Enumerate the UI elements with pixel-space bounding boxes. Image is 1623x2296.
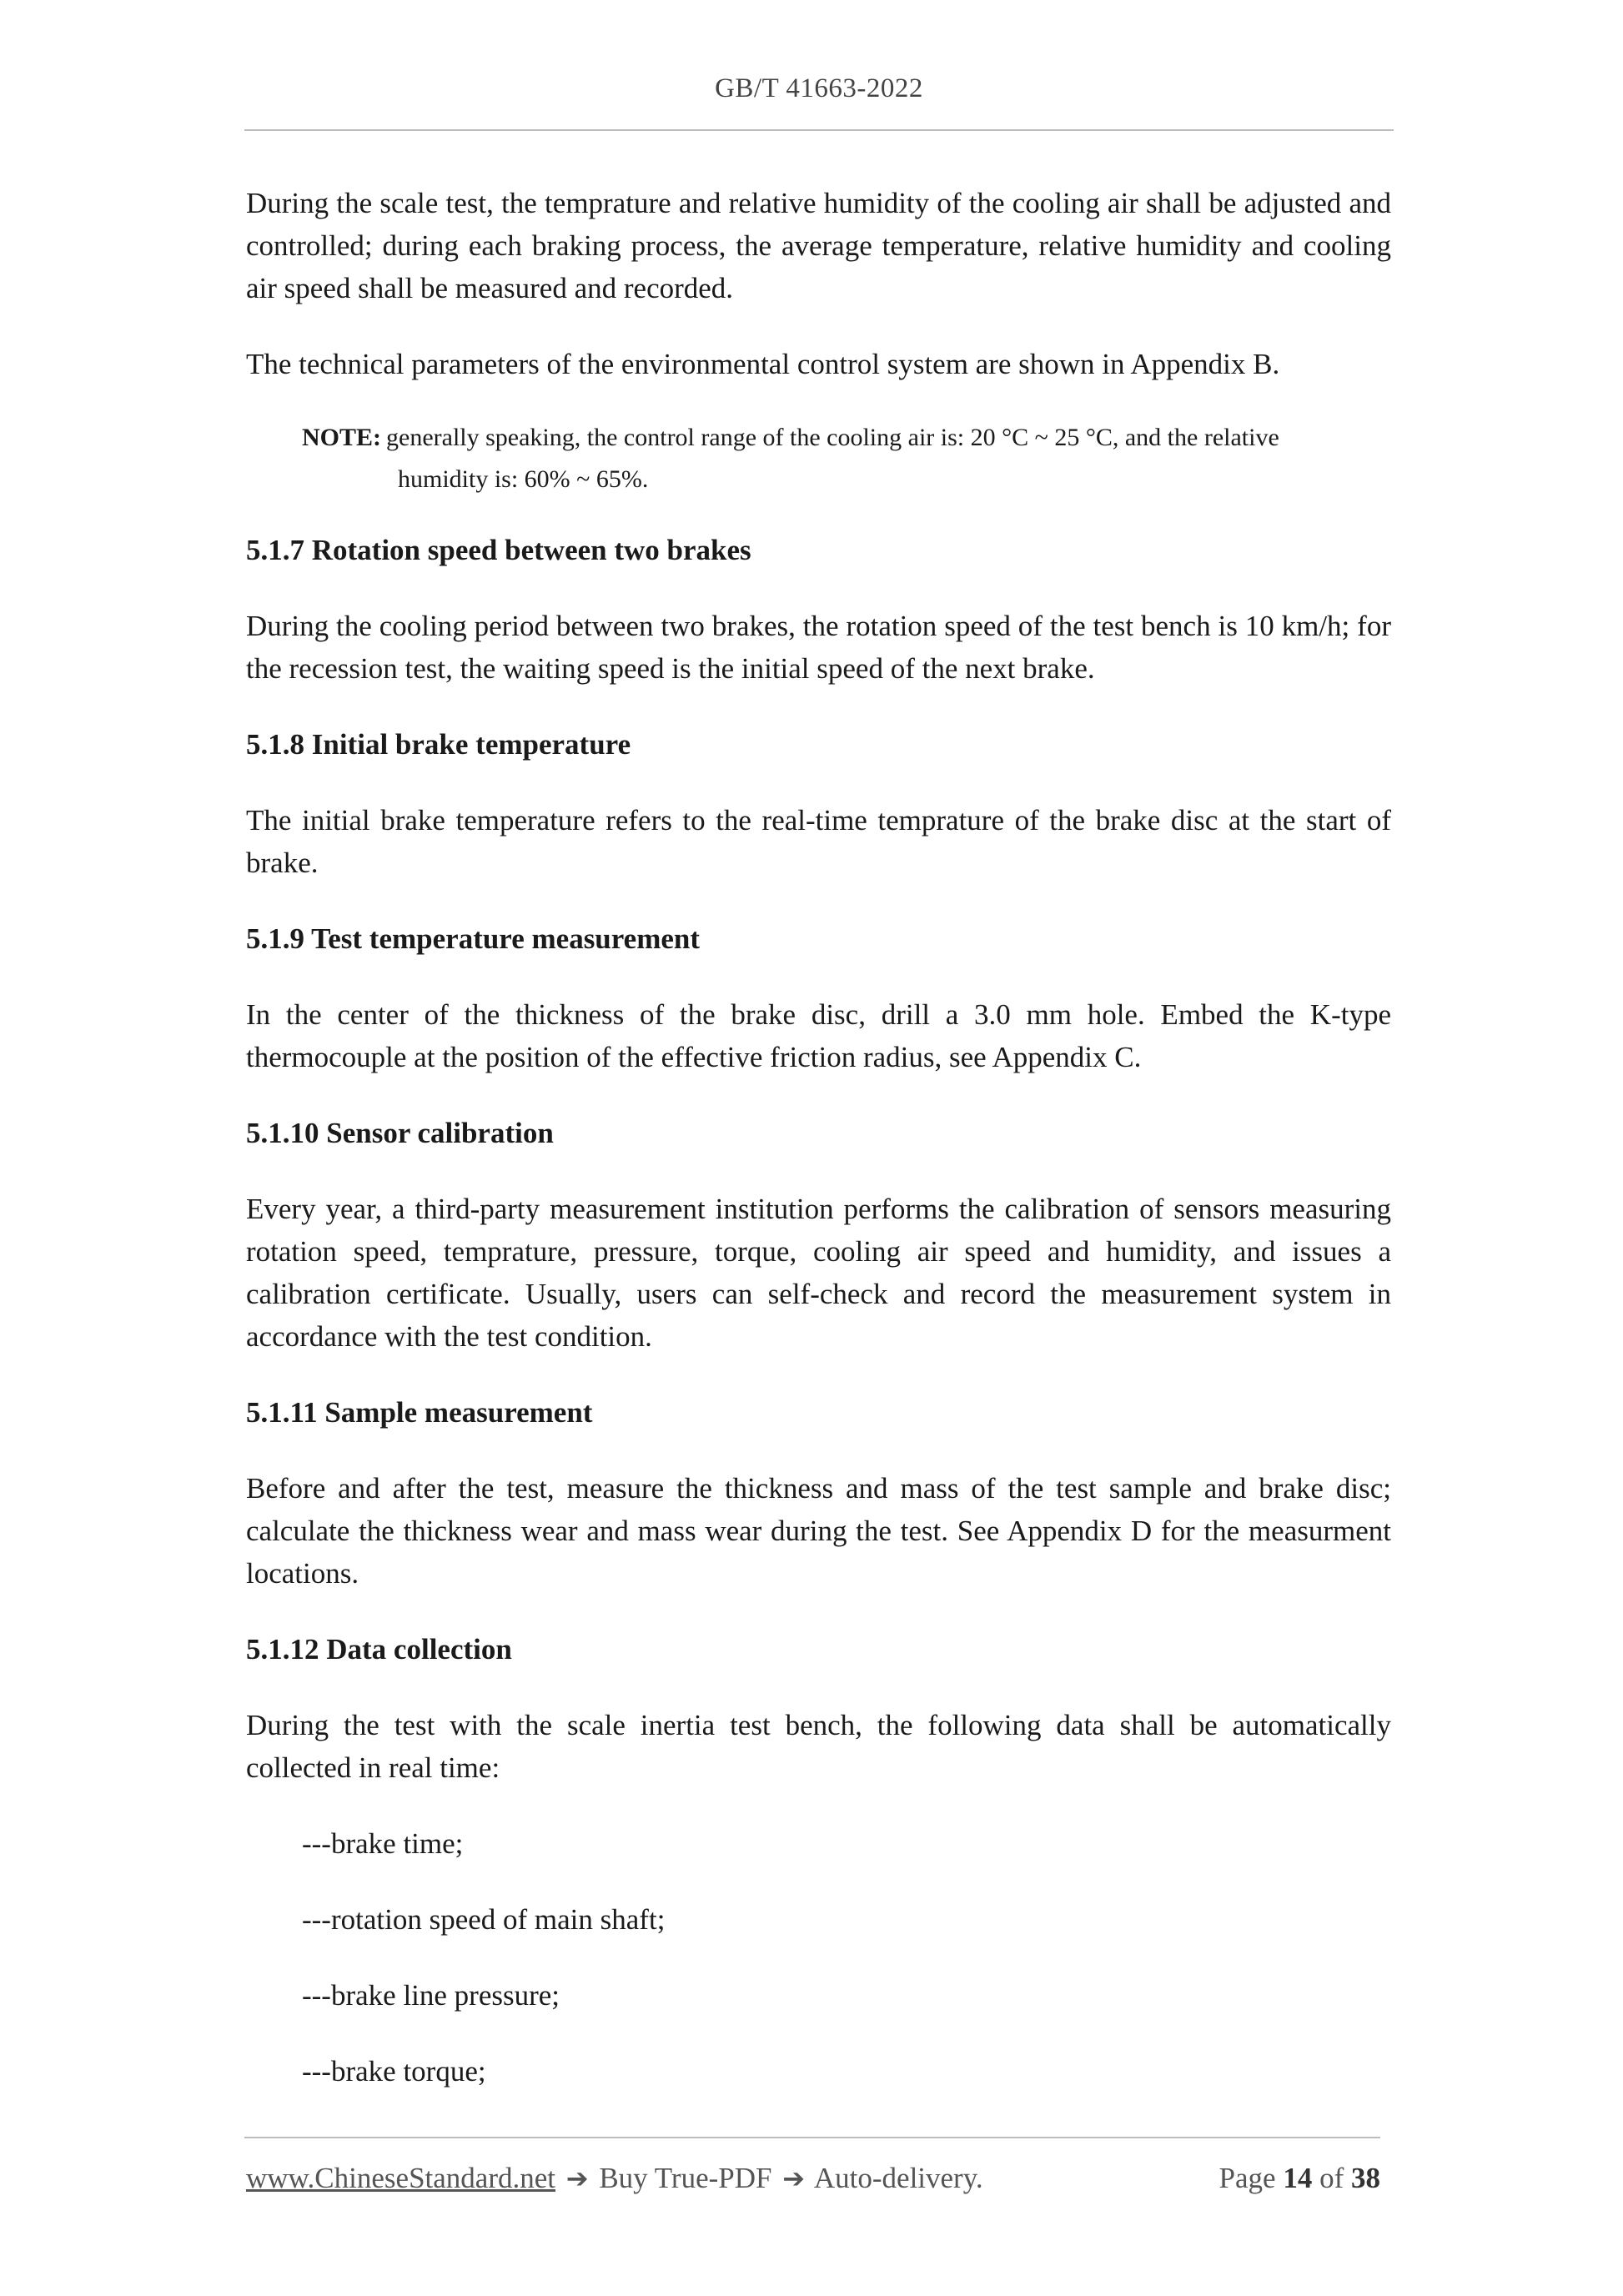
page-content [246,182,1391,2126]
footer-divider [244,2137,1380,2138]
page-header-title: GB/T 41663-2022 [715,73,923,103]
section-text-5-1-11: Before and after the test, measure the thickness and mass of the test sample and brake disc; calculate the thickness wear and mass wear during the test. See Appendix D for the measurment locations. [246,1472,1391,1590]
list-item-brake-line-pressure: ---brake line pressure; [302,1979,560,2012]
section-heading-5-1-7: 5.1.7 Rotation speed between two brakes [246,534,751,566]
current-page-number: 14 [1283,2162,1313,2194]
page-number-indicator [1219,2162,1380,2195]
list-item-brake-time: ---brake time; [302,1827,464,1860]
page-label: Page [1219,2162,1276,2194]
paragraph-environmental-control: The technical parameters of the environmental control system are shown in Appendix B. [246,348,1280,380]
section-heading-5-1-9: 5.1.9 Test temperature measurement [246,922,701,955]
list-item-brake-torque: ---brake torque; [302,2055,486,2088]
total-pages: 38 [1351,2162,1380,2194]
section-text-5-1-10: Every year, a third-party measurement institution performs the calibration of sensors measuring rotation speed, temprature, pressure, torque, cooling air speed and humidity, and issues a calibration certificate. Usually, users can self-check and record the measurement system in accordance with the test condition. [246,1193,1391,1353]
section-heading-5-1-8: 5.1.8 Initial brake temperature [246,728,631,761]
note-label: NOTE: [302,424,382,451]
of-label: of [1319,2162,1344,2194]
section-heading-5-1-12: 5.1.12 Data collection [246,1633,512,1665]
section-text-5-1-7: During the cooling period between two brakes, the rotation speed of the test bench is 10 km/h; for the recession test, the waiting speed is the initial speed of the next brake. [246,610,1391,685]
auto-delivery-text: Auto-delivery. [813,2162,983,2194]
right-arrow-icon: ➔ [782,2163,806,2194]
paragraph-cooling-air-control: During the scale test, the temprature and relative humidity of the cooling air shall be adjusted and controlled; during each braking process, the average temperature, relative humidity and cooling air speed shall be measured and recorded. [246,187,1391,304]
section-text-5-1-8: The initial brake temperature refers to the real-time temprature of the brake disc at the start of brake. [246,804,1391,879]
section-heading-5-1-10: 5.1.10 Sensor calibration [246,1117,554,1149]
footer-promo [246,2162,983,2195]
note-line-1: generally speaking, the control range of the cooling air is: 20 °C ~ 25 °C, and the relative [386,424,1279,451]
right-arrow-icon: ➔ [565,2163,589,2194]
buy-true-pdf-text: Buy True-PDF [599,2162,772,2194]
section-heading-5-1-11: 5.1.11 Sample measurement [246,1396,593,1429]
website-link[interactable]: www.ChineseStandard.net [246,2162,555,2194]
list-item-rotation-speed: ---rotation speed of main shaft; [302,1903,666,1936]
section-text-5-1-9: In the center of the thickness of the brake disc, drill a 3.0 mm hole. Embed the K-type thermocouple at the position of the effective friction radius, see Appendix C. [246,998,1391,1073]
header-divider [244,129,1394,131]
section-text-5-1-12: During the test with the scale inertia test bench, the following data shall be automatically collected in real time: [246,1709,1391,1784]
note-block [302,417,1391,500]
note-line-2: humidity is: 60% ~ 65%. [398,465,649,493]
